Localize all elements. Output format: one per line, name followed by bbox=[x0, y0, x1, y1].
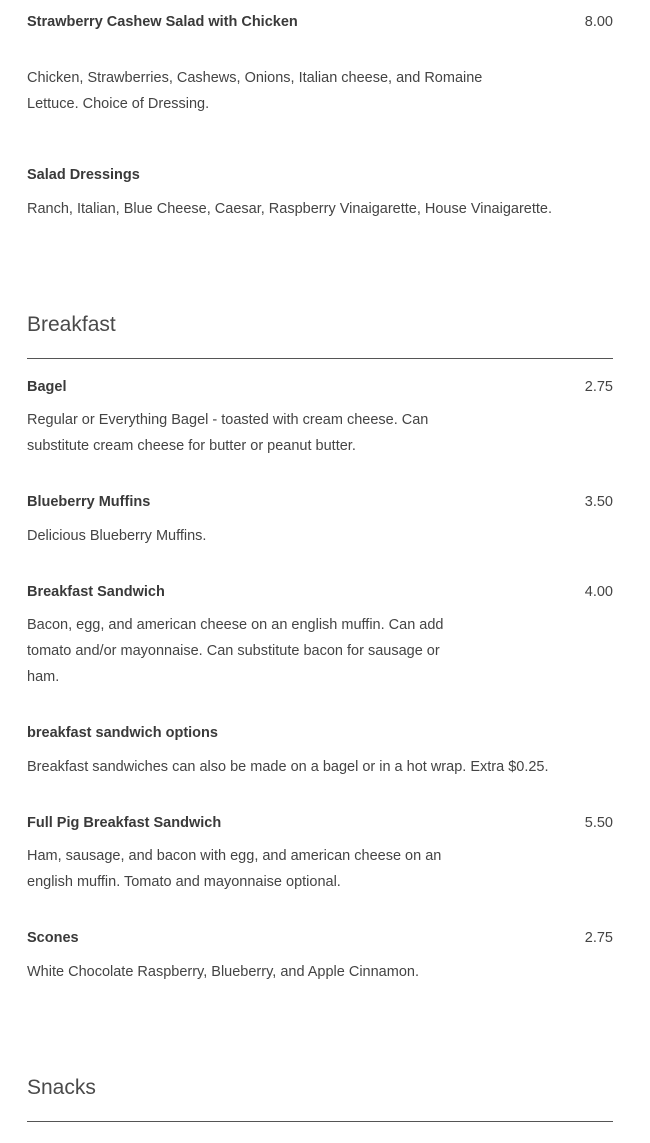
menu-item-description: Delicious Blueberry Muffins. bbox=[27, 528, 207, 544]
menu-item-description: Regular or Everything Bagel - toasted with cream cheese. Can substitute cream cheese for butter or peanut butter. bbox=[27, 412, 429, 454]
menu-item-price: 2.75 bbox=[584, 930, 613, 946]
menu-item-price: 3.50 bbox=[584, 494, 613, 510]
menu-item-name: Strawberry Cashew Salad with Chicken bbox=[27, 14, 298, 30]
menu-item-price: 2.75 bbox=[584, 379, 613, 395]
menu-item-price: 4.00 bbox=[584, 584, 613, 600]
menu-item-scones bbox=[27, 925, 613, 985]
menu-item-bagel bbox=[27, 374, 613, 459]
menu-item-description: Ranch, Italian, Blue Cheese, Caesar, Raspberry Vinaigarette, House Vinaigarette. bbox=[27, 201, 552, 217]
section-title-snacks: Snacks bbox=[27, 1076, 96, 1099]
menu-item-breakfast-sandwich bbox=[27, 579, 613, 690]
menu-item-name: breakfast sandwich options bbox=[27, 725, 218, 741]
menu-item-description: Ham, sausage, and bacon with egg, and american cheese on an english muffin. Tomato and mayonnaise optional. bbox=[27, 848, 442, 890]
menu-item-description: White Chocolate Raspberry, Blueberry, and Apple Cinnamon. bbox=[27, 964, 419, 980]
menu-item-name: Blueberry Muffins bbox=[27, 494, 151, 510]
menu-item-salad-dressings bbox=[27, 162, 613, 222]
menu-item-blueberry-muffins bbox=[27, 489, 613, 549]
section-divider bbox=[27, 1121, 613, 1122]
menu-item-price: 8.00 bbox=[584, 14, 613, 30]
menu-item-description: Bacon, egg, and american cheese on an english muffin. Can add tomato and/or mayonnaise. Can substitute bacon for sausage or ham. bbox=[27, 617, 444, 685]
section-title-breakfast: Breakfast bbox=[27, 313, 116, 336]
menu-item-name: Full Pig Breakfast Sandwich bbox=[27, 815, 222, 831]
menu-item-breakfast-sandwich-options bbox=[27, 720, 613, 780]
menu-item-name: Salad Dressings bbox=[27, 167, 140, 183]
menu-item-description: Breakfast sandwiches can also be made on a bagel or in a hot wrap. Extra $0.25. bbox=[27, 759, 549, 775]
menu-item-name: Breakfast Sandwich bbox=[27, 584, 165, 600]
menu-item-name: Bagel bbox=[27, 379, 67, 395]
menu-item-strawberry-cashew-salad bbox=[27, 9, 613, 117]
menu-item-name: Scones bbox=[27, 930, 79, 946]
menu-item-full-pig-breakfast-sandwich bbox=[27, 810, 613, 895]
section-divider bbox=[27, 358, 613, 359]
menu-item-price: 5.50 bbox=[584, 815, 613, 831]
menu-item-description: Chicken, Strawberries, Cashews, Onions, Italian cheese, and Romaine Lettuce. Choice of Dressing. bbox=[27, 70, 483, 112]
